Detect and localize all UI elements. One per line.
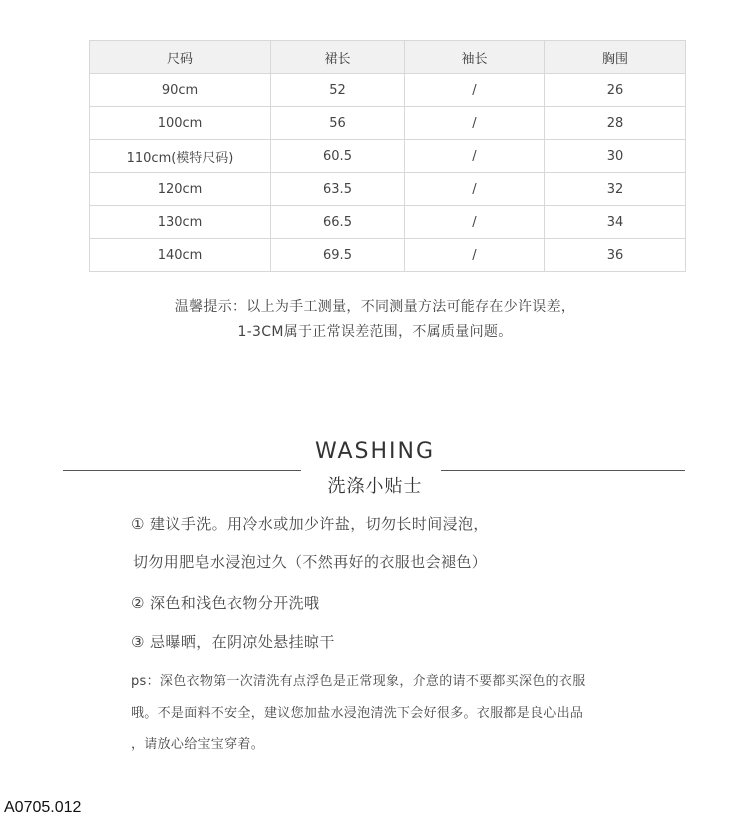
- size-cell: 140cm: [90, 239, 271, 272]
- dress-length-cell: 56: [271, 107, 405, 140]
- washing-tip-1: ① 建议手洗。用冷水或加少许盐，切勿长时间浸泡，: [131, 515, 489, 533]
- measurement-tip-line-1: 温馨提示：以上为手工测量，不同测量方法可能存在少许误差，: [174, 299, 576, 315]
- sleeve-length-cell: /: [405, 107, 545, 140]
- chest-cell: 34: [545, 206, 686, 239]
- header-size: 尺码: [90, 41, 271, 74]
- washing-tip-1-continued: 切勿用肥皂水浸泡过久（不然再好的衣服也会褪色）: [133, 553, 488, 571]
- size-cell: 110cm(模特尺码): [90, 140, 271, 173]
- ps-note-line-1: ps：深色衣物第一次清洗有点浮色是正常现象，介意的请不要都买深色的衣服: [131, 674, 586, 689]
- sleeve-length-cell: /: [405, 206, 545, 239]
- header-dress-length: 裙长: [271, 41, 405, 74]
- chest-cell: 36: [545, 239, 686, 272]
- size-cell: 90cm: [90, 74, 271, 107]
- size-table-header-row: [90, 41, 686, 74]
- measurement-tip-line-2: 1-3CM属于正常误差范围，不属质量问题。: [237, 324, 513, 340]
- dress-length-cell: 66.5: [271, 206, 405, 239]
- dress-length-cell: 60.5: [271, 140, 405, 173]
- chest-cell: 30: [545, 140, 686, 173]
- table-row: [90, 239, 686, 272]
- dress-length-cell: 63.5: [271, 173, 405, 206]
- size-table: [89, 40, 686, 272]
- sleeve-length-cell: /: [405, 239, 545, 272]
- chest-cell: 26: [545, 74, 686, 107]
- dress-length-cell: 52: [271, 74, 405, 107]
- chest-cell: 32: [545, 173, 686, 206]
- washing-tip-2: ② 深色和浅色衣物分开洗哦: [131, 594, 320, 612]
- washing-subtitle: 洗涤小贴士: [327, 476, 423, 497]
- chest-cell: 28: [545, 107, 686, 140]
- table-row: [90, 140, 686, 173]
- table-row: [90, 74, 686, 107]
- divider-left: [63, 470, 301, 471]
- header-chest: 胸围: [545, 41, 686, 74]
- washing-title: WASHING: [314, 439, 436, 464]
- ps-note-line-2: 哦。不是面料不安全，建议您加盐水浸泡清洗下会好很多。衣服都是良心出品: [131, 706, 584, 721]
- size-cell: 120cm: [90, 173, 271, 206]
- ps-note-line-3: ，请放心给宝宝穿着。: [131, 737, 265, 752]
- product-code: A0705.012: [4, 799, 82, 816]
- size-cell: 130cm: [90, 206, 271, 239]
- dress-length-cell: 69.5: [271, 239, 405, 272]
- washing-tip-3: ③ 忌曝晒，在阴凉处悬挂晾干: [131, 633, 335, 651]
- divider-right: [441, 470, 685, 471]
- table-row: [90, 107, 686, 140]
- sleeve-length-cell: /: [405, 74, 545, 107]
- size-cell: 100cm: [90, 107, 271, 140]
- sleeve-length-cell: /: [405, 140, 545, 173]
- table-row: [90, 206, 686, 239]
- header-sleeve-length: 袖长: [405, 41, 545, 74]
- sleeve-length-cell: /: [405, 173, 545, 206]
- table-row: [90, 173, 686, 206]
